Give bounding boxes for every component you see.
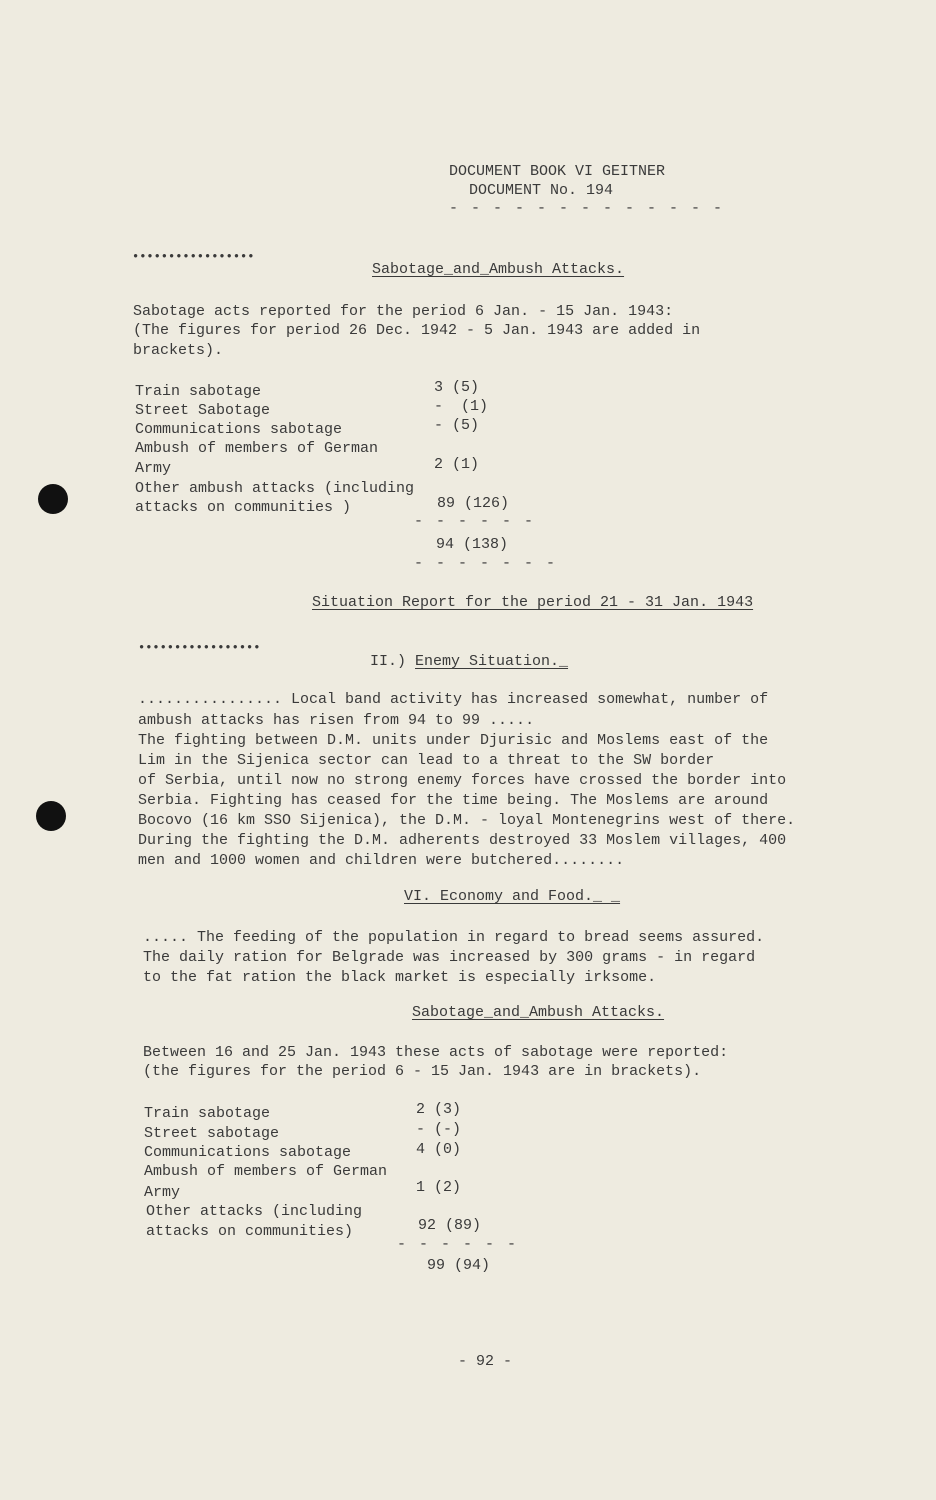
table-row-value: - (5) — [434, 417, 480, 434]
intro-line-2: (The figures for period 26 Dec. 1942 - 5 Jan. 1943 are added in — [133, 322, 701, 339]
table-row-label: Army — [144, 1184, 181, 1201]
paragraph-line: Serbia. Fighting has ceased for the time being. The Moslems are around — [138, 792, 769, 809]
table-row-label: Ambush of members of German — [135, 440, 379, 457]
document-book-label: DOCUMENT BOOK VI GEITNER — [449, 163, 666, 180]
table-row-label: Train sabotage — [135, 383, 262, 400]
page-number: - 92 - — [458, 1353, 513, 1370]
table-row-label: Other ambush attacks (including — [135, 480, 415, 497]
table-row-label: attacks on communities ) — [135, 499, 352, 516]
paragraph-line: During the fighting the D.M. adherents destroyed 33 Moslem villages, 400 — [138, 832, 787, 849]
table-row-label: Train sabotage — [144, 1105, 271, 1122]
sum-rule: - - - - - - — [414, 513, 536, 530]
table-row-value: 3 (5) — [434, 379, 480, 396]
table-row-label: Other attacks (including — [146, 1203, 363, 1220]
table-row-value: 4 (0) — [416, 1141, 462, 1158]
punch-hole-top — [38, 484, 68, 514]
table-row-value: 92 (89) — [418, 1217, 482, 1234]
enemy-situation-prefix: II.) — [370, 653, 416, 670]
table-row-value: 1 (2) — [416, 1179, 462, 1196]
paragraph-line: men and 1000 women and children were butchered........ — [138, 852, 625, 869]
table-row-label: Army — [135, 460, 172, 477]
table-row-value: - (-) — [416, 1121, 462, 1138]
table-row-label: Ambush of members of German — [144, 1163, 388, 1180]
table-row-label: Communications sabotage — [144, 1144, 352, 1161]
intro-line-3: brackets). — [133, 342, 224, 359]
table-row-label: Street Sabotage — [135, 402, 271, 419]
punch-hole-bottom — [36, 801, 66, 831]
table-row-label: Communications sabotage — [135, 421, 343, 438]
paragraph-line: ..... The feeding of the population in regard to bread seems assured. — [143, 929, 765, 946]
omission-dots: ••••••••••••••••• — [138, 641, 261, 655]
paragraph-line: to the fat ration the black market is especially irksome. — [143, 969, 657, 986]
intro-line-2: (the figures for the period 6 - 15 Jan. 1943 are in brackets). — [143, 1063, 702, 1080]
enemy-situation-heading — [370, 652, 568, 671]
table-row-value: 89 (126) — [437, 495, 510, 512]
paragraph-line: of Serbia, until now no strong enemy forces have crossed the border into — [138, 772, 787, 789]
economy-food-heading: VI. Economy and Food._ _ — [404, 888, 621, 905]
document-number: DOCUMENT No. 194 — [469, 182, 614, 199]
header-rule: - - - - - - - - - - - - - — [449, 200, 725, 217]
intro-line-1: Sabotage acts reported for the period 6 Jan. - 15 Jan. 1943: — [133, 303, 674, 320]
section-title-sabotage: Sabotage_and_Ambush Attacks. — [372, 261, 625, 278]
paragraph-line: ambush attacks has risen from 94 to 99 ..... — [138, 712, 535, 729]
intro-line-1: Between 16 and 25 Jan. 1943 these acts of sabotage were reported: — [143, 1044, 729, 1061]
paragraph-line: The daily ration for Belgrade was increased by 300 grams - in regard — [143, 949, 756, 966]
paragraph-line: Bocovo (16 km SSO Sijenica), the D.M. - loyal Montenegrins west of there. — [138, 812, 796, 829]
enemy-situation-text: Enemy Situation._ — [415, 653, 569, 670]
paragraph-line: The fighting between D.M. units under Djurisic and Moslems east of the — [138, 732, 769, 749]
table-total: 94 (138) — [436, 536, 509, 553]
table-row-label: attacks on communities) — [146, 1223, 354, 1240]
table-row-value: - (1) — [434, 398, 489, 415]
table-total: 99 (94) — [427, 1257, 491, 1274]
section-title-sabotage: Sabotage_and_Ambush Attacks. — [412, 1004, 665, 1021]
table-row-value: 2 (3) — [416, 1101, 462, 1118]
total-rule: - - - - - - - — [414, 555, 558, 572]
paragraph-line: ................ Local band activity has increased somewhat, number of — [138, 691, 769, 708]
paragraph-line: Lim in the Sijenica sector can lead to a threat to the SW border — [138, 752, 715, 769]
sum-rule: - - - - - - — [397, 1236, 519, 1253]
situation-report-title: Situation Report for the period 21 - 31 Jan. 1943 — [312, 594, 754, 611]
omission-dots: ••••••••••••••••• — [132, 250, 255, 264]
table-row-label: Street sabotage — [144, 1125, 280, 1142]
table-row-value: 2 (1) — [434, 456, 480, 473]
